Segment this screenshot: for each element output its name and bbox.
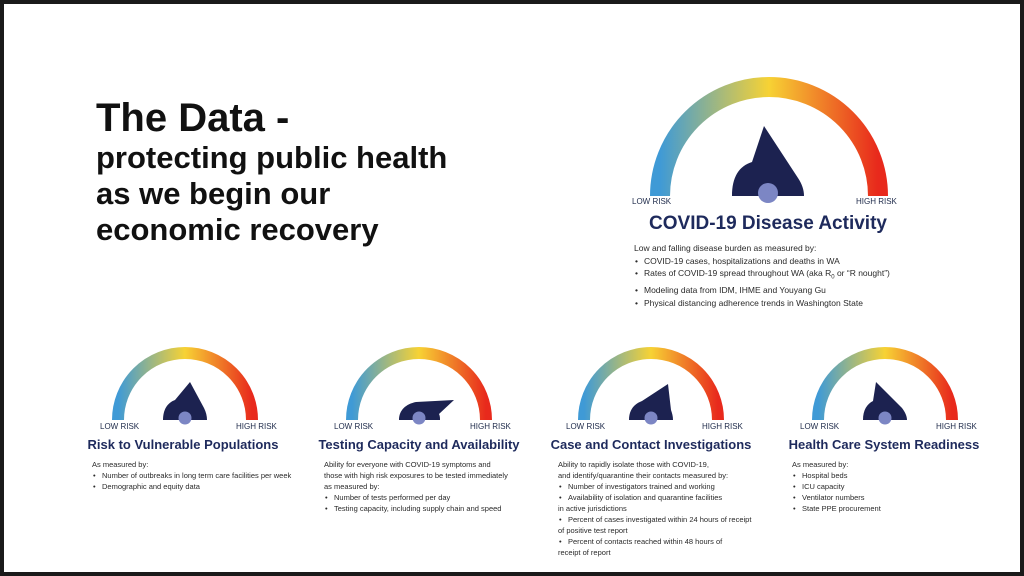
main-gauge (644, 74, 894, 204)
gauge-title: Case and Contact Investigations (550, 437, 752, 452)
list-item: • ICU capacity (792, 481, 881, 492)
list-item: • Number of outbreaks in long term care facilities per week (92, 470, 291, 481)
gauge-case-contact (576, 344, 726, 424)
low-risk-label: LOW RISK (800, 422, 840, 431)
gauge-description: Ability to rapidly isolate those with COVID-19, and identify/quarantine their contacts measured by: • Number of investigators trained and working • Availability of isolation and quarantine facilities in active jurisdictions • Percent of cases investigated within 24 hours of receipt of positive test report • Percent of contacts reached within 48 hours of receipt of report (558, 459, 751, 558)
high-risk-label: HIGH RISK (470, 422, 511, 431)
list-item: • Modeling data from IDM, IHME and Youyang Gu (634, 284, 890, 297)
gauge-testing (344, 344, 494, 424)
gauge-hub (179, 412, 192, 425)
gauge-description: Ability for everyone with COVID-19 symptoms and those with high risk exposures to be tested immediately as measured by: • Number of tests performed per day • Testing capacity, including supply chain and speed (324, 459, 508, 514)
list-item: • Rates of COVID-19 spread throughout WA (aka $R_0$ or “R nought”) (634, 267, 890, 284)
main-gauge-dial (644, 74, 894, 204)
main-low-risk-label: LOW RISK (632, 197, 672, 206)
list-item: • Hospital beds (792, 470, 881, 481)
main-gauge-title: COVID-19 Disease Activity (649, 213, 887, 234)
list-item: • Demographic and equity data (92, 481, 291, 492)
list-item: • Testing capacity, including supply chain and speed (324, 503, 508, 514)
gauge-dial (810, 344, 960, 424)
gauge-description: As measured by: • Number of outbreaks in long term care facilities per week • Demographic and equity data (92, 459, 291, 492)
list-item: • Number of tests performed per day (324, 492, 508, 503)
headline (96, 96, 447, 248)
low-risk-label: LOW RISK (566, 422, 606, 431)
gauge-title: Testing Capacity and Availability (318, 437, 520, 452)
list-item-continuation: of positive test report (558, 526, 628, 535)
main-gauge-intro: Low and falling disease burden as measured by: (634, 243, 817, 253)
gauge-vulnerable (110, 344, 260, 424)
gauge-dial (576, 344, 726, 424)
gauge-health-care (810, 344, 960, 424)
list-item: • Physical distancing adherence trends in Washington State (634, 297, 890, 310)
list-item: • Ventilator numbers (792, 492, 881, 503)
main-gauge-description (634, 242, 890, 309)
high-risk-label: HIGH RISK (936, 422, 977, 431)
low-risk-label: LOW RISK (334, 422, 374, 431)
list-item: • Percent of contacts reached within 48 hours of (558, 536, 751, 547)
list-item: • Availability of isolation and quarantine facilities (558, 492, 751, 503)
gauge-hub (645, 412, 658, 425)
gauge-hub (879, 412, 892, 425)
gauge-title: Risk to Vulnerable Populations (87, 437, 279, 452)
gauge-dial (344, 344, 494, 424)
low-risk-label: LOW RISK (100, 422, 140, 431)
list-item: • Number of investigators trained and working (558, 481, 751, 492)
gauge-description: As measured by: • Hospital beds • ICU capacity • Ventilator numbers • State PPE procurement (792, 459, 881, 514)
list-item: • State PPE procurement (792, 503, 881, 514)
headline-line-4: economic recovery (96, 212, 379, 247)
main-gauge-bullets (634, 255, 890, 310)
slide (4, 4, 1020, 572)
gauge-hub (413, 412, 426, 425)
gauge-hub (758, 183, 778, 203)
list-item-continuation: receipt of report (558, 548, 611, 557)
headline-line-3: as we begin our (96, 176, 331, 211)
headline-title: The Data - (96, 96, 290, 140)
high-risk-label: HIGH RISK (236, 422, 277, 431)
gauge-title: Health Care System Readiness (788, 437, 980, 452)
gauge-needle (399, 400, 454, 420)
gauge-dial (110, 344, 260, 424)
list-item: • Percent of cases investigated within 24 hours of receipt (558, 514, 751, 525)
list-item-continuation: in active jurisdictions (558, 504, 627, 513)
high-risk-label: HIGH RISK (702, 422, 743, 431)
list-item: • COVID-19 cases, hospitalizations and deaths in WA (634, 255, 890, 268)
headline-line-2: protecting public health (96, 140, 448, 175)
main-high-risk-label: HIGH RISK (856, 197, 897, 206)
